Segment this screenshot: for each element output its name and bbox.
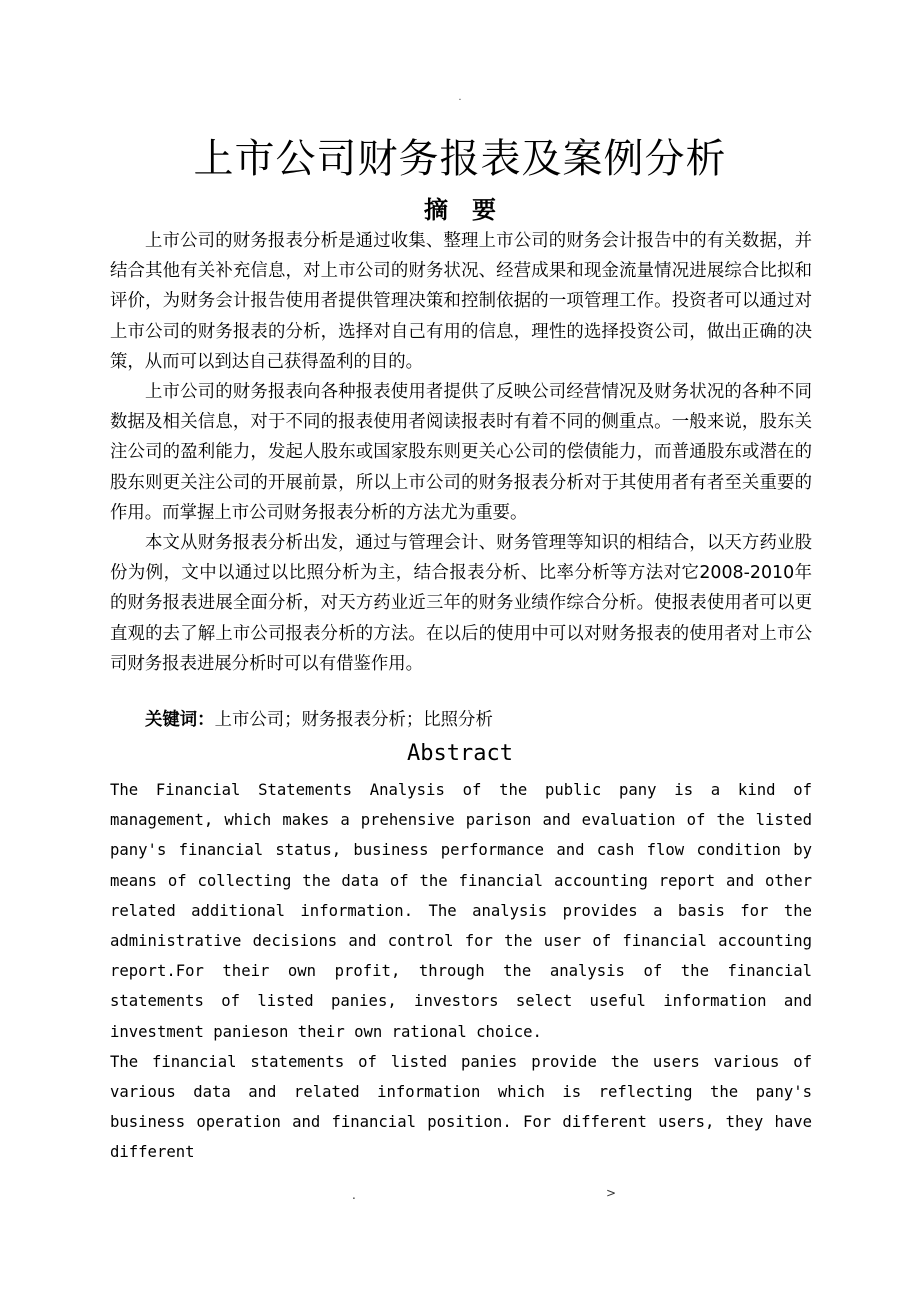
abstract-en-body <box>110 775 812 1168</box>
abstract-cn-heading-char-1: 摘 <box>424 196 448 224</box>
footer-left-mark: . <box>352 1188 356 1202</box>
abstract-cn-paragraph-3: 本文从财务报表分析出发，通过与管理会计、财务管理等知识的相结合，以天方药业股份为例，文中以通过以比照分析为主，结合报表分析、比率分析等方法对它2008-2010年的财务报表进展全面分析，对天方药业近三年的财务业绩作综合分析。使报表使用者可以更直观的去了解上市公司报表分析的方法。在以后的使用中可以对财务报表的使用者对上市公司财务报表进展分析时可以有借鉴作用。 <box>110 533 812 674</box>
abstract-cn-paragraph-2: 上市公司的财务报表向各种报表使用者提供了反映公司经营情况及财务状况的各种不同数据及相关信息，对于不同的报表使用者阅读报表时有着不同的侧重点。一般来说，股东关注公司的盈利能力，发起人股东或国家股东则更关心公司的偿债能力，而普通股东或潜在的股东则更关注公司的开展前景，所以上市公司的财务报表分析对于其使用者有者至关重要的作用。而掌握上市公司财务报表分析的方法尤为重要。 <box>110 382 812 523</box>
page-title: 上市公司财务报表及案例分析 <box>193 136 727 182</box>
abstract-cn-heading <box>0 194 920 226</box>
keywords-line <box>145 706 812 734</box>
header-mark: . <box>458 92 462 103</box>
keywords-value: 上市公司；财务报表分析；比照分析 <box>214 710 493 730</box>
abstract-cn-paragraph-1: 上市公司的财务报表分析是通过收集、整理上市公司的财务会计报告中的有关数据，并结合其他有关补充信息，对上市公司的财务状况、经营成果和现金流量情况进展综合比拟和评价，为财务会计报告使用者提供管理决策和控制依据的一项管理工作。投资者可以通过对上市公司的财务报表的分析，选择对自己有用的信息，理性的选择投资公司，做出正确的决策，从而可以到达自己获得盈利的目的。 <box>110 231 812 372</box>
abstract-en-paragraph-1: The Financial Statements Analysis of the public pany is a kind of management, which makes a prehensive parison and evaluation of the listed pany's financial status, business performance and cash flow condition by means of collecting the data of the financial accounting report and other related additional information. The analysis provides a basis for the administrative decisions and control for the user of financial accounting report.For their own profit, through the analysis of the financial statements of listed panies, investors select useful information and investment panieson their own rational choice. <box>110 781 812 1041</box>
abstract-cn-body <box>110 226 812 679</box>
abstract-en-paragraph-2: The financial statements of listed panies provide the users various of various data and related information which is reflecting the pany's business operation and financial position. For different users, they have different <box>110 1052 812 1162</box>
keywords-label: 关键词： <box>145 710 215 730</box>
abstract-cn-heading-char-2: 要 <box>472 196 496 224</box>
abstract-en-heading: Abstract <box>407 741 513 766</box>
footer-right-mark: > <box>606 1186 617 1200</box>
